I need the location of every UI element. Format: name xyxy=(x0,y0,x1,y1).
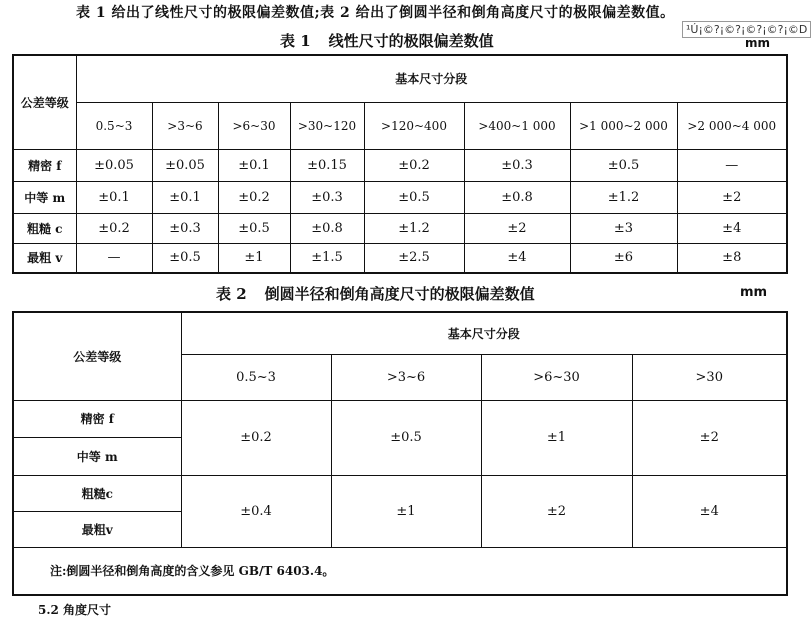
table1-cell: ±2 xyxy=(464,213,570,243)
table2-grade: 中等 m xyxy=(13,437,181,475)
table1-cell: ±1.2 xyxy=(570,181,677,213)
table2-cell: ±2 xyxy=(632,400,787,475)
table1-range: >120~400 xyxy=(364,102,464,149)
table1-title xyxy=(280,30,494,51)
table-row xyxy=(13,400,787,437)
next-section-heading: 5.2 角度尺寸 xyxy=(38,603,112,617)
table1-cell: ±0.2 xyxy=(76,213,152,243)
table2-title xyxy=(216,283,535,304)
table-row xyxy=(13,181,787,213)
table2-range: >3~6 xyxy=(331,354,481,400)
table2-range: 0.5~3 xyxy=(181,354,331,400)
table2-range: >30 xyxy=(632,354,787,400)
table-row xyxy=(13,243,787,273)
table1-cell: ±0.3 xyxy=(464,149,570,181)
table1-grade: 精密 f xyxy=(13,149,76,181)
table1-cell: ±0.3 xyxy=(152,213,218,243)
table1-cell: ±0.8 xyxy=(290,213,364,243)
table1-grade: 最粗 v xyxy=(13,243,76,273)
table-row xyxy=(13,213,787,243)
table2-grade: 精密 f xyxy=(13,400,181,437)
table1-cell: ±0.1 xyxy=(152,181,218,213)
table1-cell: ±0.05 xyxy=(76,149,152,181)
table1-range: 0.5~3 xyxy=(76,102,152,149)
table1-cell: — xyxy=(76,243,152,273)
table1-range: >6~30 xyxy=(218,102,290,149)
table1-cell: ±2 xyxy=(677,181,787,213)
table1-cell: ±0.1 xyxy=(218,149,290,181)
table1-unit: mm xyxy=(745,36,771,50)
table1-range: >2 000~4 000 xyxy=(677,102,787,149)
table1-range: >30~120 xyxy=(290,102,364,149)
table2-label: 表 2 xyxy=(216,285,247,303)
table2-range: >6~30 xyxy=(481,354,632,400)
table1-cell: ±0.15 xyxy=(290,149,364,181)
table-row xyxy=(13,149,787,181)
table2-note: 注:倒圆半径和倒角高度的含义参见 GB/T 6403.4。 xyxy=(13,547,787,595)
table2-grade-header: 公差等级 xyxy=(13,312,181,400)
table1-cell: ±4 xyxy=(677,213,787,243)
table1-cell: ±0.1 xyxy=(76,181,152,213)
table1-cell: ±0.3 xyxy=(290,181,364,213)
table1-cell: ±1.2 xyxy=(364,213,464,243)
table1-range: >1 000~2 000 xyxy=(570,102,677,149)
table1-cell: ±0.5 xyxy=(570,149,677,181)
table2-cell: ±4 xyxy=(632,475,787,547)
table1-range: >400~1 000 xyxy=(464,102,570,149)
table1-title-text: 线性尺寸的极限偏差数值 xyxy=(328,32,494,50)
table2-cell: ±0.5 xyxy=(331,400,481,475)
table1-label: 表 1 xyxy=(280,32,311,50)
table2-cell: ±1 xyxy=(331,475,481,547)
table1-cell: ±1 xyxy=(218,243,290,273)
table2-grade: 粗糙c xyxy=(13,475,181,511)
table2-cell: ±0.2 xyxy=(181,400,331,475)
table1-cell: ±0.2 xyxy=(364,149,464,181)
table1-grade: 中等 m xyxy=(13,181,76,213)
table1-cell: ±0.5 xyxy=(152,243,218,273)
table2-title-text: 倒圆半径和倒角高度尺寸的极限偏差数值 xyxy=(264,285,535,303)
table1-cell: — xyxy=(677,149,787,181)
table2-grade: 最粗v xyxy=(13,511,181,547)
table2-group-header: 基本尺寸分段 xyxy=(181,312,787,354)
table1-cell: ±3 xyxy=(570,213,677,243)
table2-unit: mm xyxy=(740,285,768,300)
garbled-overlay-text: ¹Ú¡©?¡©?¡©?¡©?¡©D xyxy=(682,21,811,38)
table1-cell: ±4 xyxy=(464,243,570,273)
table1-group-header: 基本尺寸分段 xyxy=(76,55,787,102)
table1-cell: ±0.5 xyxy=(364,181,464,213)
table2-cell: ±1 xyxy=(481,400,632,475)
table-row xyxy=(13,475,787,511)
table1-range: >3~6 xyxy=(152,102,218,149)
table1-cell: ±2.5 xyxy=(364,243,464,273)
table2-radius-chamfer-tolerance xyxy=(12,311,788,596)
table1-cell: ±0.5 xyxy=(218,213,290,243)
intro-text: 表 1 给出了线性尺寸的极限偏差数值;表 2 给出了倒圆半径和倒角高度尺寸的极限偏差数值。 xyxy=(76,5,675,21)
table1-cell: ±6 xyxy=(570,243,677,273)
table1-linear-tolerance xyxy=(12,54,788,274)
table-row xyxy=(13,547,787,595)
table2-cell: ±0.4 xyxy=(181,475,331,547)
table1-grade: 粗糙 c xyxy=(13,213,76,243)
table1-grade-header: 公差等级 xyxy=(13,55,76,149)
table1-cell: ±0.8 xyxy=(464,181,570,213)
table1-cell: ±1.5 xyxy=(290,243,364,273)
table1-cell: ±0.05 xyxy=(152,149,218,181)
table1-cell: ±8 xyxy=(677,243,787,273)
table2-cell: ±2 xyxy=(481,475,632,547)
table1-cell: ±0.2 xyxy=(218,181,290,213)
